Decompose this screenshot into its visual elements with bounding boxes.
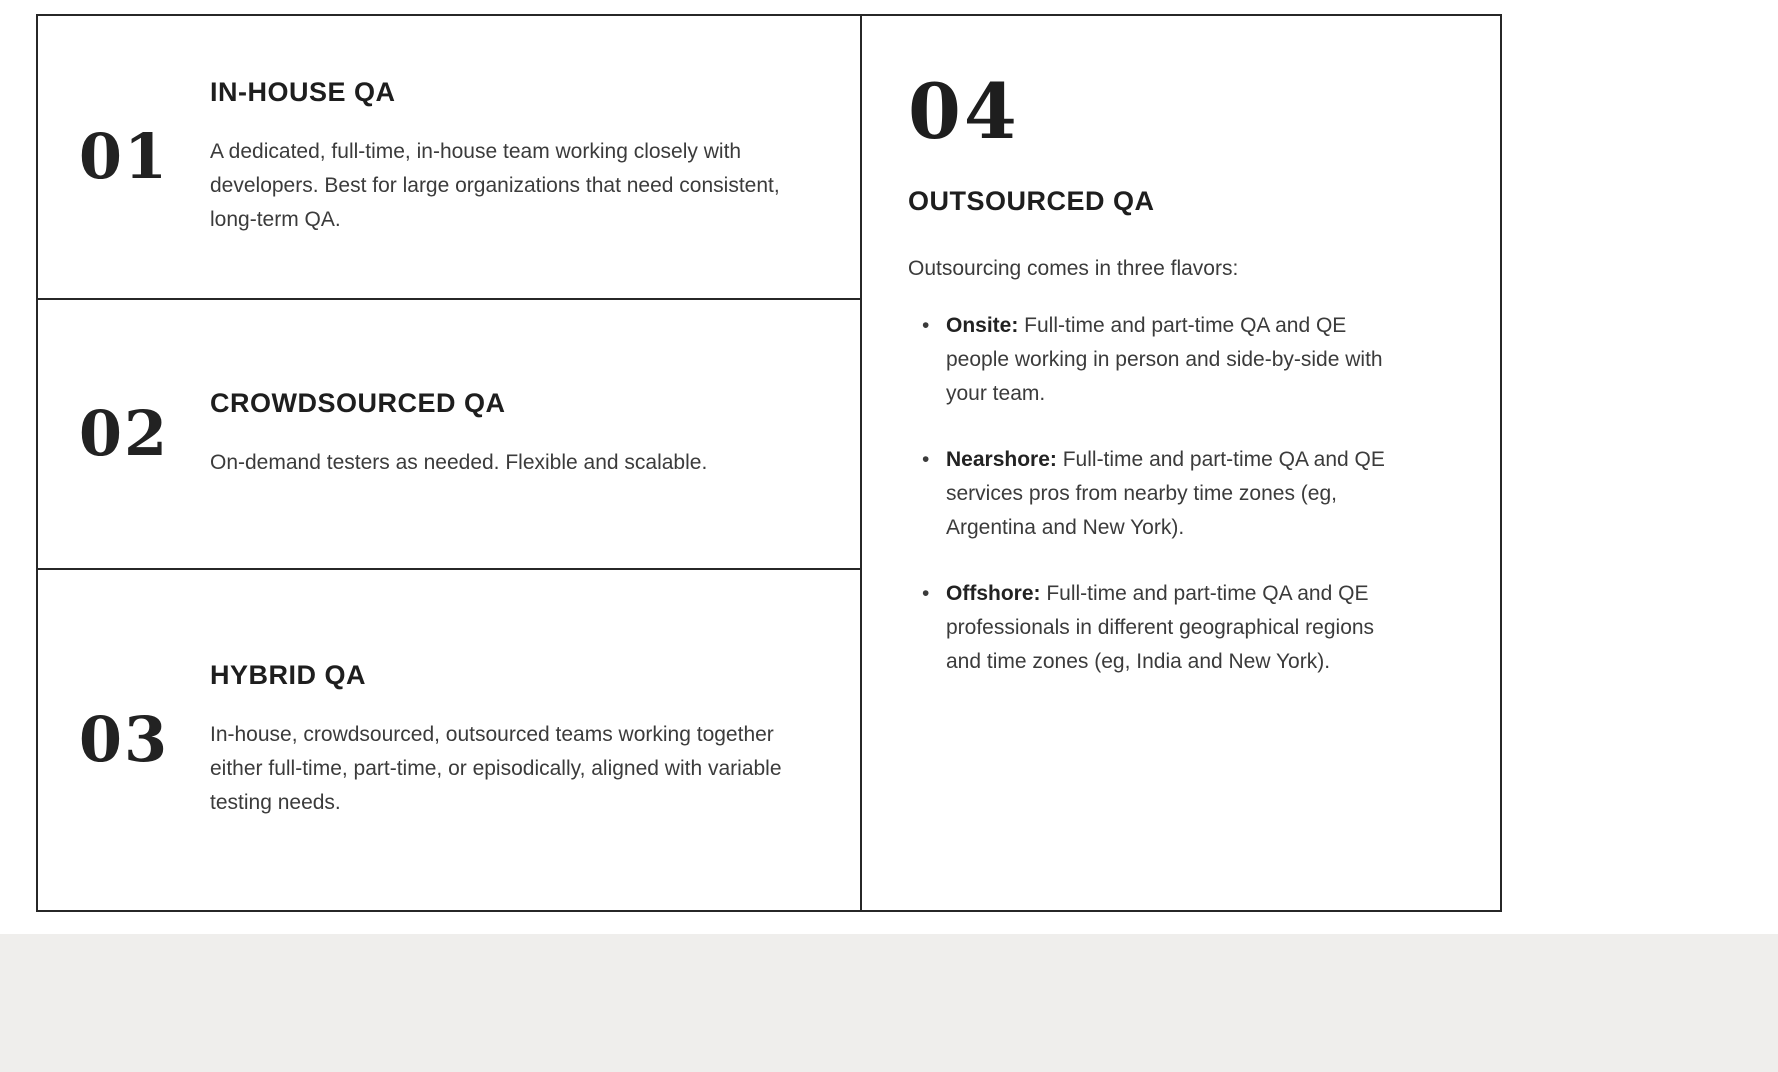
- section-content: [210, 300, 860, 568]
- bullet-icon: •: [922, 313, 930, 337]
- section-outsourced: [862, 16, 1500, 910]
- section-title: IN-HOUSE QA: [210, 76, 396, 107]
- section-number: 02: [78, 397, 170, 470]
- section-body: In-house, crowdsourced, outsourced teams working together either full-time, part-time, or episodically, aligned with variable testing needs.: [210, 722, 782, 814]
- section-number-cell: [38, 570, 210, 910]
- bullet-label: Onsite:: [946, 313, 1019, 337]
- section-body: A dedicated, full-time, in-house team working closely with developers. Best for large organizations that need consistent, long-term QA.: [210, 139, 780, 231]
- outsourcing-flavors-list: [908, 309, 1400, 679]
- section-number-cell: [38, 16, 210, 298]
- section-title: OUTSOURCED QA: [908, 186, 1155, 216]
- section-intro: Outsourcing comes in three flavors:: [908, 257, 1239, 280]
- section-title: CROWDSOURCED QA: [210, 387, 506, 418]
- qa-types-card: [36, 14, 1502, 912]
- section-number: 03: [78, 703, 170, 776]
- section-row-inhouse: [38, 16, 860, 300]
- bullet-label: Nearshore:: [946, 447, 1057, 471]
- section-content: [210, 570, 860, 910]
- section-number: 01: [78, 120, 170, 193]
- page-footer-strip: [0, 934, 1778, 1072]
- bullet-text: Full-time and part-time QA and QE people working in person and side-by-side with your team.: [946, 313, 1383, 405]
- bullet-text: Full-time and part-time QA and QE services pros from nearby time zones (eg, Argentina and New York).: [946, 447, 1385, 539]
- section-number: 04: [908, 67, 1020, 156]
- section-number-cell: [38, 300, 210, 568]
- left-column: [38, 16, 862, 910]
- section-row-hybrid: [38, 570, 860, 910]
- bullet-text: Full-time and part-time QA and QE professionals in different geographical regions and time zones (eg, India and New York).: [946, 581, 1375, 673]
- bullet-icon: •: [922, 581, 930, 605]
- list-item-nearshore: [922, 443, 1400, 545]
- section-body: On-demand testers as needed. Flexible and scalable.: [210, 450, 708, 474]
- list-item-onsite: [922, 309, 1400, 411]
- section-title: HYBRID QA: [210, 659, 367, 690]
- section-content: [210, 16, 860, 298]
- bullet-label: Offshore:: [946, 581, 1041, 605]
- list-item-offshore: [922, 577, 1400, 679]
- section-row-crowdsourced: [38, 300, 860, 570]
- bullet-icon: •: [922, 447, 930, 471]
